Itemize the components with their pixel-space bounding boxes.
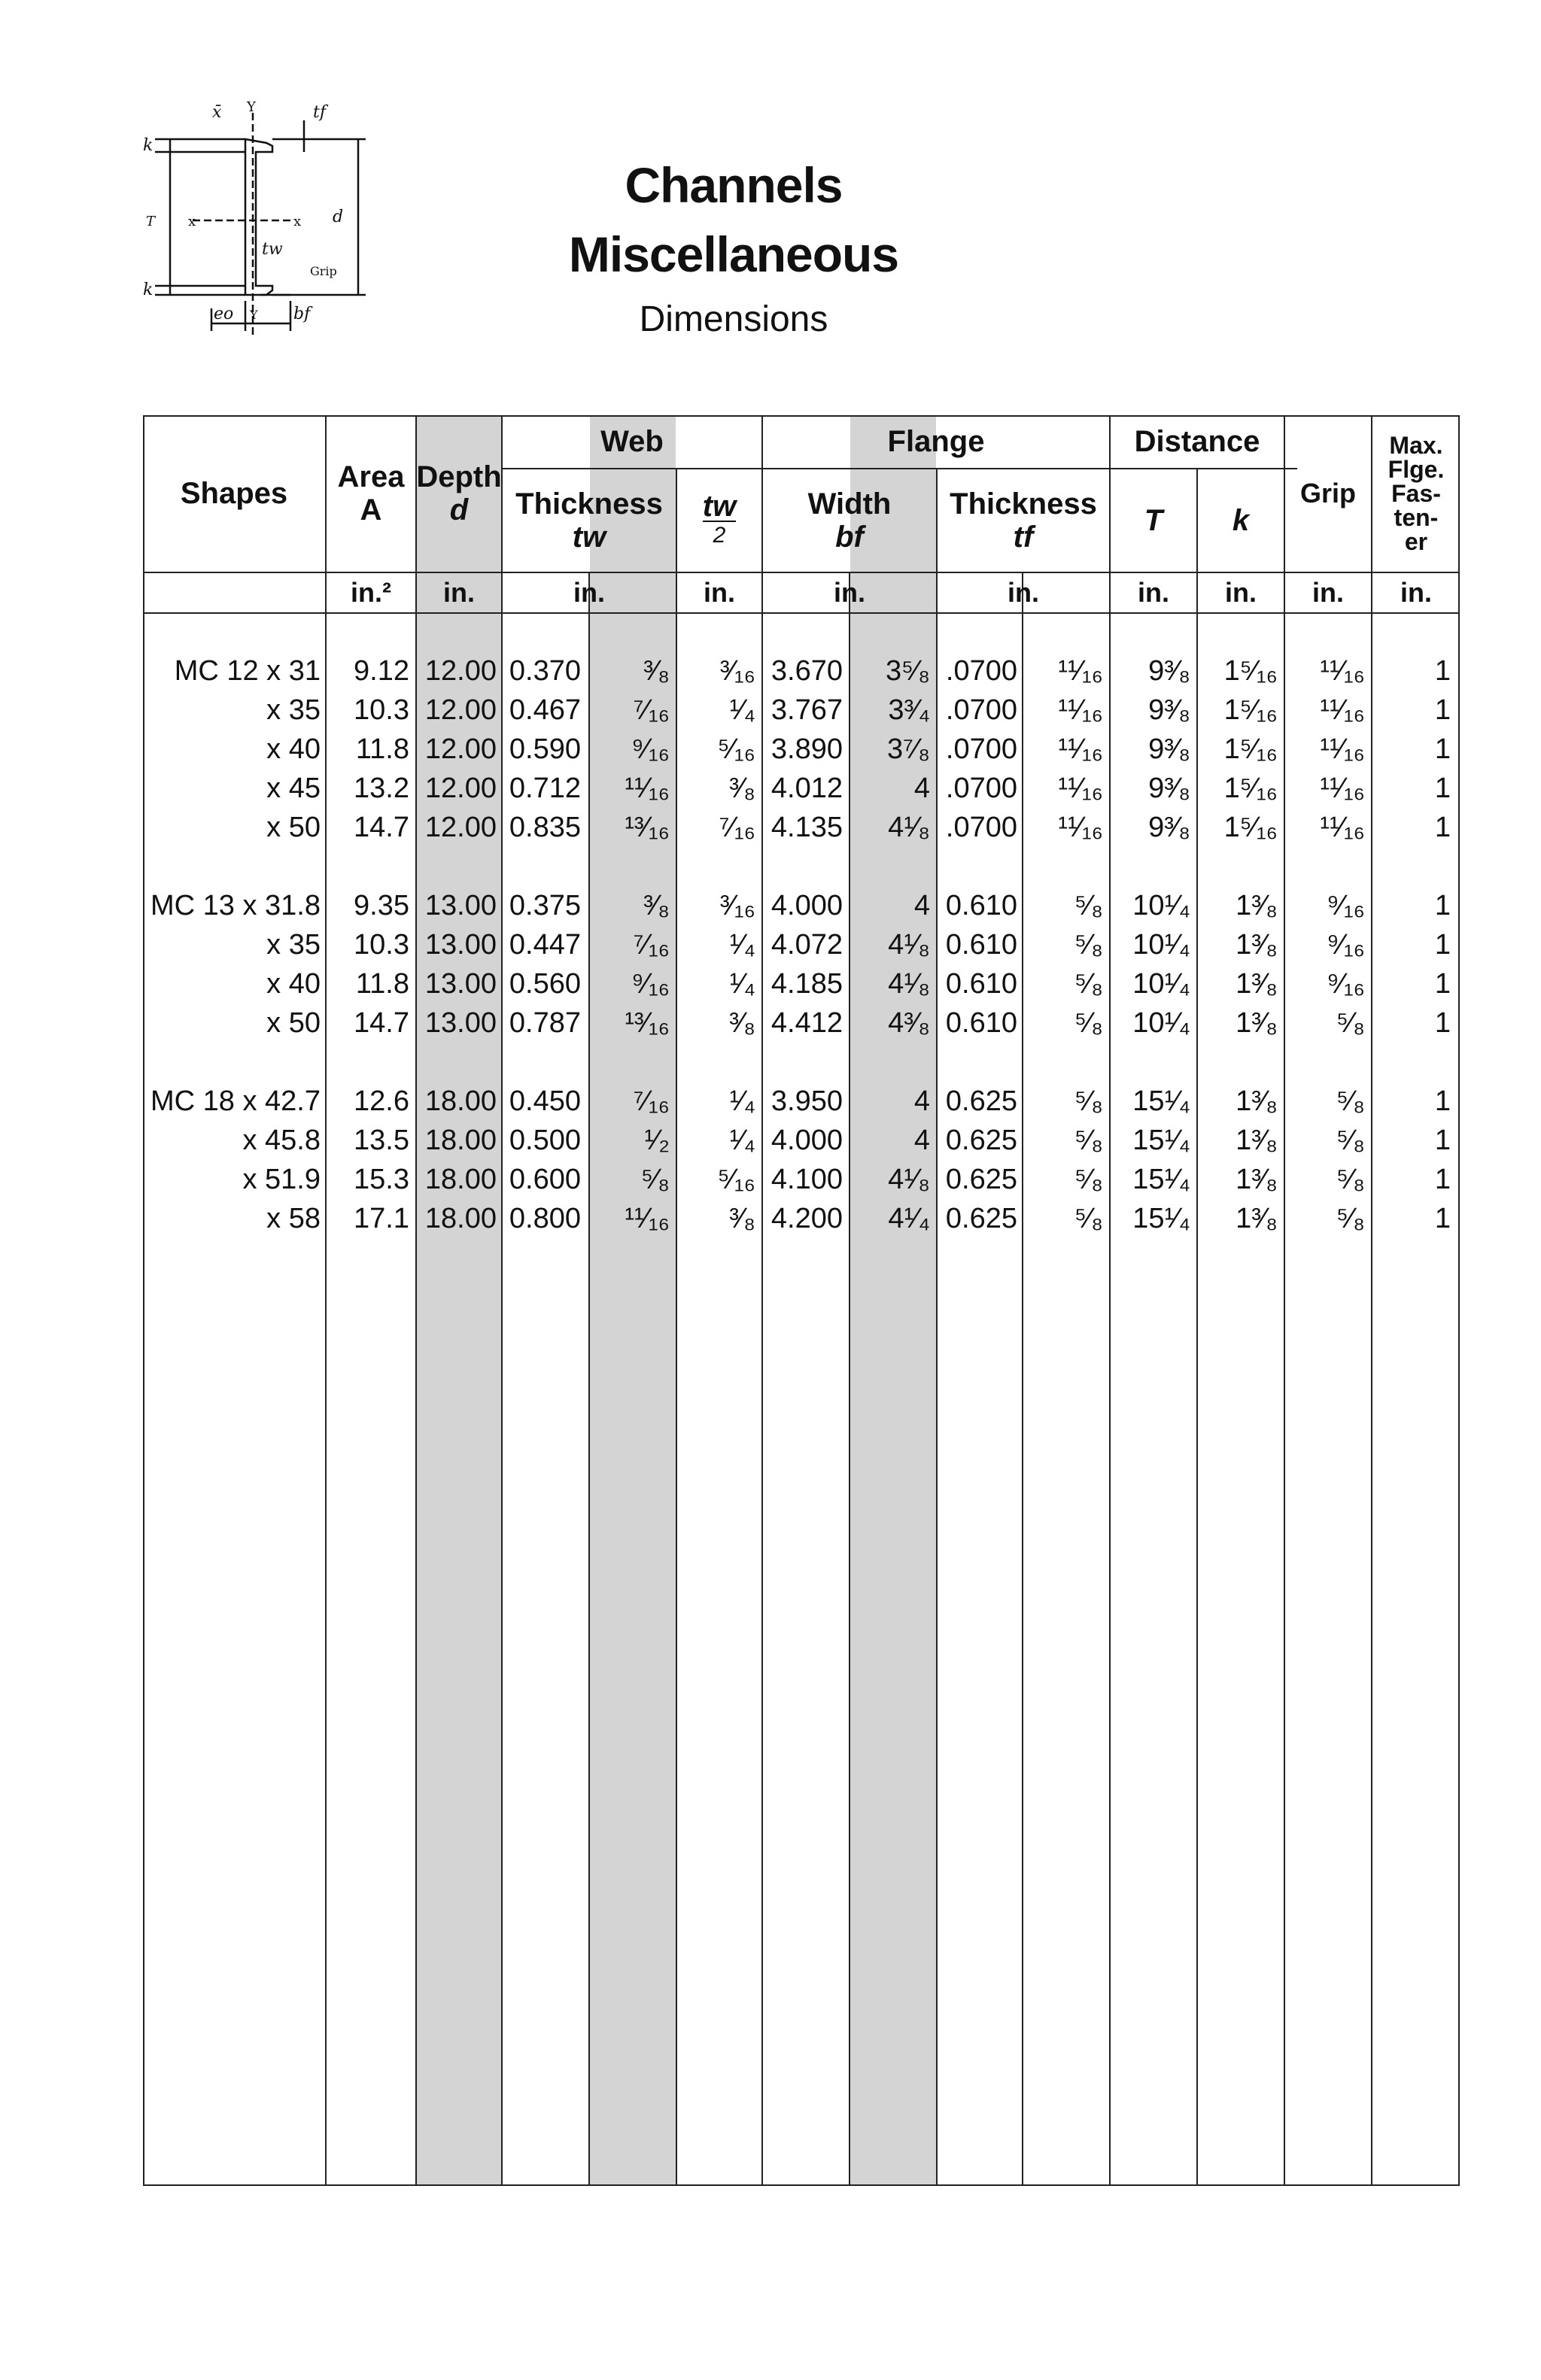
cell-grip: ⁹⁄₁₆ <box>1327 929 1365 961</box>
cell-web-thickness-fraction: ¹³⁄₁₆ <box>625 812 670 843</box>
cell-area: 10.3 <box>354 694 409 726</box>
cell-tw-half: ⁷⁄₁₆ <box>719 812 755 843</box>
cell-distance-k: 1³⁄₈ <box>1236 929 1278 961</box>
cell-flange-thickness: 0.610 <box>945 890 1017 921</box>
header-grip: Grip <box>1299 478 1356 508</box>
cell-shape: x 45 <box>266 773 321 804</box>
cell-max-fastener: 1 <box>1434 929 1451 961</box>
cell-grip: ⁵⁄₈ <box>1336 1007 1365 1039</box>
header-web: Web <box>600 425 664 458</box>
cell-flange-thickness-fraction: ⁵⁄₈ <box>1074 1203 1103 1234</box>
cell-max-fastener: 1 <box>1434 890 1451 921</box>
cell-area: 9.12 <box>354 655 409 687</box>
cell-flange-thickness-fraction: ⁵⁄₈ <box>1074 1164 1103 1195</box>
cell-distance-T: 10¹⁄₄ <box>1132 890 1190 921</box>
cell-flange-width: 4.200 <box>770 1203 843 1234</box>
cell-web-thickness: 0.800 <box>509 1203 581 1234</box>
cell-max-fastener: 1 <box>1434 1164 1451 1195</box>
unit-web-thickness: in. <box>573 577 605 608</box>
table-row <box>143 769 1460 808</box>
header-shapes: Shapes <box>180 477 288 510</box>
cell-web-thickness-fraction: ⁹⁄₁₆ <box>631 733 670 765</box>
header-flange-thickness <box>938 469 1109 572</box>
cell-shape: x 50 <box>266 1007 321 1039</box>
page-title-line-1: Channels <box>625 157 843 213</box>
diagram-label-y-bottom: Y <box>250 308 258 322</box>
cell-distance-T: 10¹⁄₄ <box>1132 929 1190 961</box>
cell-web-thickness: 0.500 <box>509 1125 581 1156</box>
cell-area: 15.3 <box>354 1164 409 1195</box>
cell-shape: x 40 <box>266 733 321 765</box>
table-row <box>143 730 1460 769</box>
header-area <box>327 415 415 572</box>
cell-shape: x 45.8 <box>242 1125 321 1156</box>
cell-web-thickness-fraction: ⁷⁄₁₆ <box>633 929 670 961</box>
cell-distance-T: 15¹⁄₄ <box>1132 1085 1190 1117</box>
cell-grip: ¹¹⁄₁₆ <box>1320 733 1365 765</box>
cell-flange-thickness: .0700 <box>945 655 1017 687</box>
cell-flange-width-fraction: 4³⁄₈ <box>888 1007 930 1039</box>
cell-shape: x 35 <box>266 694 321 726</box>
cell-distance-k: 1⁵⁄₁₆ <box>1223 812 1278 843</box>
cell-shape: MC 12 x 31 <box>174 655 321 687</box>
cell-depth: 18.00 <box>424 1085 497 1117</box>
header-area-label: Area <box>337 460 405 493</box>
cell-web-thickness: 0.712 <box>509 773 581 804</box>
cell-flange-thickness-fraction: ⁵⁄₈ <box>1074 1007 1103 1039</box>
cell-flange-width-fraction: 4¹⁄₈ <box>888 929 930 961</box>
cell-tw-half: ¹⁄₄ <box>729 694 755 726</box>
table-row <box>143 886 1460 925</box>
cell-distance-T: 9³⁄₈ <box>1148 773 1190 804</box>
cell-web-thickness: 0.447 <box>509 929 581 961</box>
cell-distance-T: 10¹⁄₄ <box>1132 1007 1190 1039</box>
cell-depth: 12.00 <box>424 773 497 804</box>
diagram-label-eo: eo <box>214 305 234 323</box>
cell-distance-k: 1⁵⁄₁₆ <box>1223 694 1278 726</box>
table-row <box>143 1003 1460 1043</box>
header-flange: Flange <box>887 425 985 458</box>
cell-flange-thickness: 0.610 <box>945 968 1017 1000</box>
unit-distance-k: in. <box>1225 577 1257 608</box>
header-depth-symbol: d <box>449 493 469 527</box>
table-row <box>143 964 1460 1003</box>
header-depth <box>417 415 501 572</box>
cell-web-thickness-fraction: ⁹⁄₁₆ <box>631 968 670 1000</box>
cell-web-thickness: 0.560 <box>509 968 581 1000</box>
cell-area: 10.3 <box>354 929 409 961</box>
cell-max-fastener: 1 <box>1434 1203 1451 1234</box>
cell-max-fastener: 1 <box>1434 812 1451 843</box>
cell-tw-half: ⁵⁄₁₆ <box>717 1164 755 1195</box>
cell-flange-thickness: 0.625 <box>945 1085 1017 1117</box>
cell-flange-width: 4.000 <box>770 890 843 921</box>
cell-tw-half: ³⁄₈ <box>729 773 755 804</box>
cell-web-thickness: 0.835 <box>509 812 581 843</box>
cell-flange-width: 4.100 <box>770 1164 843 1195</box>
diagram-label-k-bottom: k <box>143 281 153 299</box>
cell-distance-T: 15¹⁄₄ <box>1132 1164 1190 1195</box>
cell-flange-width: 4.412 <box>770 1007 843 1039</box>
cell-flange-width-fraction: 4 <box>913 773 930 804</box>
cell-distance-T: 15¹⁄₄ <box>1132 1203 1190 1234</box>
cell-web-thickness-fraction: ¹¹⁄₁₆ <box>625 773 670 804</box>
unit-max-fastener: in. <box>1400 577 1432 608</box>
cell-flange-width-fraction: 4¹⁄₈ <box>888 812 930 843</box>
cell-flange-thickness: .0700 <box>945 773 1017 804</box>
cell-distance-k: 1³⁄₈ <box>1236 1007 1278 1039</box>
cell-flange-width-fraction: 3⁷⁄₈ <box>887 733 930 765</box>
header-flange-width-label: Width <box>807 487 892 521</box>
cell-flange-thickness-fraction: ⁵⁄₈ <box>1074 890 1103 921</box>
unit-tw-half: in. <box>704 577 735 608</box>
cell-distance-k: 1⁵⁄₁₆ <box>1223 773 1278 804</box>
cell-tw-half: ¹⁄₄ <box>729 968 755 1000</box>
cell-distance-T: 15¹⁄₄ <box>1132 1125 1190 1156</box>
cell-flange-thickness-fraction: ⁵⁄₈ <box>1074 1085 1103 1117</box>
cell-tw-half: ³⁄₈ <box>729 1007 755 1039</box>
cell-flange-thickness: 0.625 <box>945 1164 1017 1195</box>
cell-flange-thickness-fraction: ¹¹⁄₁₆ <box>1058 733 1103 765</box>
cell-distance-T: 9³⁄₈ <box>1148 655 1190 687</box>
header-flange-width-symbol: bf <box>835 521 864 554</box>
cell-flange-width-fraction: 4 <box>913 890 930 921</box>
cell-area: 14.7 <box>354 812 409 843</box>
header-max-flange-fastener: Max. Flge. Fas- ten- er <box>1388 432 1445 555</box>
cell-depth: 13.00 <box>424 890 497 921</box>
unit-grip: in. <box>1312 577 1344 608</box>
cell-flange-thickness-fraction: ¹¹⁄₁₆ <box>1058 812 1103 843</box>
cell-flange-width: 3.890 <box>770 733 843 765</box>
cell-distance-k: 1³⁄₈ <box>1236 1085 1278 1117</box>
cell-area: 9.35 <box>354 890 409 921</box>
cell-max-fastener: 1 <box>1434 1007 1451 1039</box>
cell-grip: ⁵⁄₈ <box>1336 1203 1365 1234</box>
cell-web-thickness-fraction: ⁷⁄₁₆ <box>633 1085 670 1117</box>
header-flange-thickness-label: Thickness <box>950 487 1097 521</box>
cell-flange-thickness: .0700 <box>945 812 1017 843</box>
cell-distance-T: 9³⁄₈ <box>1148 812 1190 843</box>
cell-depth: 12.00 <box>424 694 497 726</box>
cell-web-thickness-fraction: ⁷⁄₁₆ <box>633 694 670 726</box>
cell-shape: MC 18 x 42.7 <box>150 1085 321 1117</box>
cell-flange-width: 4.135 <box>770 812 843 843</box>
header-distance-T: T <box>1144 504 1163 537</box>
cell-depth: 12.00 <box>424 812 497 843</box>
header-depth-label: Depth <box>416 460 502 493</box>
cell-shape: x 40 <box>266 968 321 1000</box>
cell-flange-width-fraction: 3³⁄₄ <box>888 694 930 726</box>
cell-flange-thickness: 0.625 <box>945 1125 1017 1156</box>
cell-flange-width-fraction: 4¹⁄₈ <box>888 1164 930 1195</box>
cell-depth: 13.00 <box>424 1007 497 1039</box>
unit-distance-T: in. <box>1138 577 1169 608</box>
diagram-label-tf: tf <box>313 103 326 122</box>
diagram-label-tw: tw <box>262 240 283 259</box>
table-row <box>143 1082 1460 1121</box>
cell-depth: 13.00 <box>424 968 497 1000</box>
cell-depth: 13.00 <box>424 929 497 961</box>
diagram-label-xbar: x̄ <box>212 103 222 122</box>
header-web-thickness-label: Thickness <box>515 487 663 521</box>
cell-web-thickness: 0.450 <box>509 1085 581 1117</box>
diagram-label-x-right: x <box>293 214 302 229</box>
cell-flange-thickness-fraction: ¹¹⁄₁₆ <box>1058 655 1103 687</box>
cell-distance-T: 10¹⁄₄ <box>1132 968 1190 1000</box>
cell-tw-half: ³⁄₁₆ <box>719 890 755 921</box>
cell-area: 14.7 <box>354 1007 409 1039</box>
diagram-label-x-left: x <box>188 214 196 229</box>
cell-depth: 18.00 <box>424 1164 497 1195</box>
cell-flange-width: 4.000 <box>770 1125 843 1156</box>
cell-flange-width: 3.670 <box>770 655 843 687</box>
table-row <box>143 925 1460 964</box>
cell-max-fastener: 1 <box>1434 968 1451 1000</box>
cell-flange-width: 4.012 <box>770 773 843 804</box>
diagram-label-y-top: Y <box>247 99 256 115</box>
cell-distance-k: 1³⁄₈ <box>1236 1203 1278 1234</box>
cell-grip: ¹¹⁄₁₆ <box>1320 812 1365 843</box>
cell-distance-T: 9³⁄₈ <box>1148 694 1190 726</box>
cell-area: 12.6 <box>354 1085 409 1117</box>
cell-web-thickness: 0.787 <box>509 1007 581 1039</box>
cell-web-thickness: 0.590 <box>509 733 581 765</box>
cell-flange-width-fraction: 4¹⁄₄ <box>888 1203 930 1234</box>
cell-grip: ⁹⁄₁₆ <box>1327 890 1365 921</box>
diagram-label-grip: Grip <box>310 264 337 278</box>
page-title-line-2: Miscellaneous <box>568 226 899 282</box>
cell-grip: ⁹⁄₁₆ <box>1327 968 1365 1000</box>
cell-max-fastener: 1 <box>1434 655 1451 687</box>
cell-web-thickness-fraction: ³⁄₈ <box>643 655 670 687</box>
cell-web-thickness: 0.370 <box>509 655 581 687</box>
cell-grip: ¹¹⁄₁₆ <box>1320 773 1365 804</box>
cell-flange-width: 3.950 <box>770 1085 843 1117</box>
cell-max-fastener: 1 <box>1434 1085 1451 1117</box>
cell-distance-k: 1⁵⁄₁₆ <box>1223 733 1278 765</box>
channel-section-diagram <box>140 98 366 346</box>
unit-flange-thickness: in. <box>1008 577 1039 608</box>
cell-area: 11.8 <box>355 733 409 765</box>
cell-web-thickness-fraction: ¹⁄₂ <box>644 1125 670 1156</box>
unit-depth: in. <box>443 577 475 608</box>
cell-tw-half: ¹⁄₄ <box>729 1125 755 1156</box>
cell-flange-thickness-fraction: ¹¹⁄₁₆ <box>1058 773 1103 804</box>
header-tw-half <box>677 469 761 572</box>
cell-flange-width-fraction: 4 <box>913 1085 930 1117</box>
cell-area: 17.1 <box>354 1203 409 1234</box>
cell-flange-thickness: .0700 <box>945 733 1017 765</box>
cell-max-fastener: 1 <box>1434 694 1451 726</box>
diagram-label-k-top: k <box>143 136 153 155</box>
table-row <box>143 691 1460 730</box>
cell-web-thickness-fraction: ³⁄₈ <box>643 890 670 921</box>
cell-shape: MC 13 x 31.8 <box>150 890 321 921</box>
cell-flange-thickness-fraction: ⁵⁄₈ <box>1074 968 1103 1000</box>
cell-max-fastener: 1 <box>1434 1125 1451 1156</box>
cell-flange-width-fraction: 4 <box>913 1125 930 1156</box>
cell-flange-width: 3.767 <box>770 694 843 726</box>
cell-depth: 18.00 <box>424 1203 497 1234</box>
diagram-label-bf: bf <box>293 305 311 323</box>
unit-flange-width: in. <box>834 577 865 608</box>
cell-web-thickness: 0.467 <box>509 694 581 726</box>
cell-flange-thickness: 0.625 <box>945 1203 1017 1234</box>
cell-shape: x 50 <box>266 812 321 843</box>
cell-flange-thickness-fraction: ⁵⁄₈ <box>1074 929 1103 961</box>
header-tw-half-denominator: 2 <box>713 523 726 548</box>
cell-grip: ⁵⁄₈ <box>1336 1164 1365 1195</box>
cell-grip: ¹¹⁄₁₆ <box>1320 655 1365 687</box>
cell-flange-thickness-fraction: ⁵⁄₈ <box>1074 1125 1103 1156</box>
table-row <box>143 1160 1460 1199</box>
cell-tw-half: ³⁄₁₆ <box>719 655 755 687</box>
cell-flange-width: 4.185 <box>770 968 843 1000</box>
cell-flange-width-fraction: 4¹⁄₈ <box>888 968 930 1000</box>
page-subtitle: Dimensions <box>639 299 828 339</box>
cell-flange-thickness-fraction: ¹¹⁄₁₆ <box>1058 694 1103 726</box>
cell-max-fastener: 1 <box>1434 733 1451 765</box>
cell-depth: 12.00 <box>424 733 497 765</box>
table-row <box>143 1199 1460 1238</box>
diagram-label-d: d <box>333 208 344 226</box>
cell-flange-thickness: 0.610 <box>945 1007 1017 1039</box>
cell-grip: ¹¹⁄₁₆ <box>1320 694 1365 726</box>
cell-distance-k: 1³⁄₈ <box>1236 890 1278 921</box>
unit-area: in.² <box>351 577 391 608</box>
cell-area: 11.8 <box>355 968 409 1000</box>
cell-shape: x 51.9 <box>242 1164 321 1195</box>
cell-web-thickness-fraction: ¹¹⁄₁₆ <box>625 1203 670 1234</box>
cell-tw-half: ³⁄₈ <box>729 1203 755 1234</box>
cell-web-thickness: 0.375 <box>509 890 581 921</box>
header-web-thickness <box>503 469 676 572</box>
dimensions-table <box>143 415 1460 2186</box>
cell-tw-half: ¹⁄₄ <box>729 929 755 961</box>
cell-flange-thickness: .0700 <box>945 694 1017 726</box>
cell-max-fastener: 1 <box>1434 773 1451 804</box>
cell-web-thickness-fraction: ¹³⁄₁₆ <box>625 1007 670 1039</box>
header-web-thickness-symbol: tw <box>572 521 606 554</box>
cell-shape: x 35 <box>266 929 321 961</box>
cell-tw-half: ⁵⁄₁₆ <box>717 733 755 765</box>
cell-flange-width: 4.072 <box>770 929 843 961</box>
cell-distance-k: 1³⁄₈ <box>1236 1125 1278 1156</box>
header-flange-width <box>763 469 936 572</box>
cell-area: 13.2 <box>354 773 409 804</box>
cell-tw-half: ¹⁄₄ <box>729 1085 755 1117</box>
cell-grip: ⁵⁄₈ <box>1336 1085 1365 1117</box>
cell-flange-thickness: 0.610 <box>945 929 1017 961</box>
table-row <box>143 1121 1460 1160</box>
header-distance-k: k <box>1232 504 1250 537</box>
diagram-label-T: T <box>146 214 156 229</box>
header-tw-half-numerator: tw <box>702 490 737 523</box>
header-distance: Distance <box>1134 425 1260 458</box>
table-row <box>143 808 1460 847</box>
cell-depth: 18.00 <box>424 1125 497 1156</box>
cell-distance-k: 1³⁄₈ <box>1236 968 1278 1000</box>
table-row <box>143 651 1460 691</box>
header-area-symbol: A <box>360 493 382 527</box>
cell-grip: ⁵⁄₈ <box>1336 1125 1365 1156</box>
cell-web-thickness-fraction: ⁵⁄₈ <box>641 1164 670 1195</box>
cell-area: 13.5 <box>354 1125 409 1156</box>
title-block <box>482 150 986 346</box>
cell-distance-T: 9³⁄₈ <box>1148 733 1190 765</box>
cell-distance-k: 1⁵⁄₁₆ <box>1223 655 1278 687</box>
header-flange-thickness-symbol: tf <box>1013 521 1034 554</box>
cell-distance-k: 1³⁄₈ <box>1236 1164 1278 1195</box>
cell-shape: x 58 <box>266 1203 321 1234</box>
cell-flange-width-fraction: 3⁵⁄₈ <box>886 655 930 687</box>
cell-web-thickness: 0.600 <box>509 1164 581 1195</box>
cell-depth: 12.00 <box>424 655 497 687</box>
